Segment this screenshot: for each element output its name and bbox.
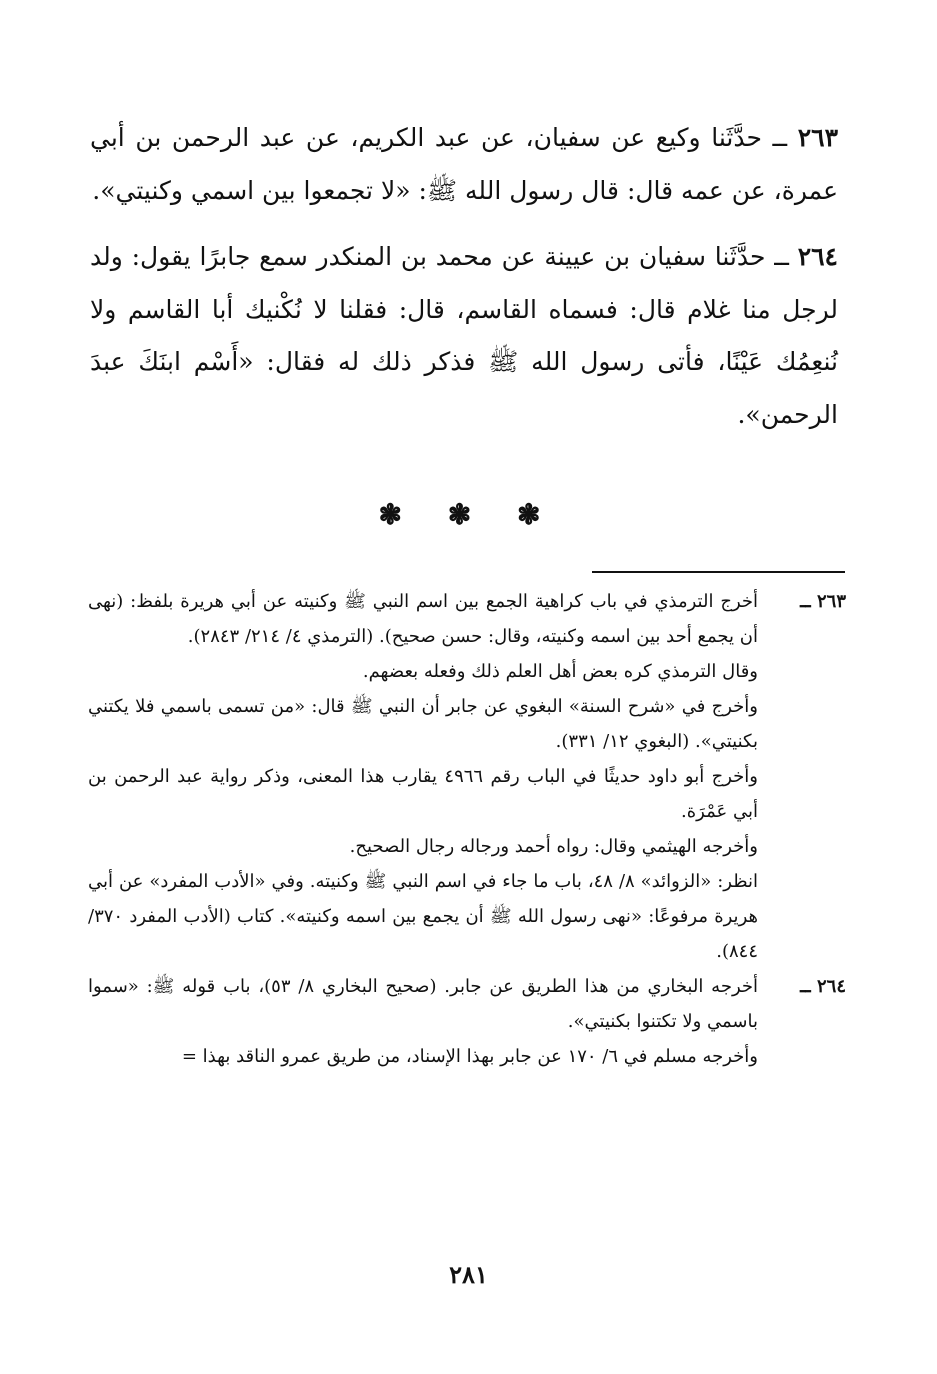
footnotes [88, 584, 846, 1074]
dash: ــ [765, 242, 798, 271]
hadith-264 [90, 231, 838, 441]
footnote-line: أخرجه البخاري من هذا الطريق عن جابر. (صحيح البخاري ٨/ ٥٣)، باب قوله ﷺ: «سموا باسمي ولا تكتنوا بكنيتي». [88, 976, 758, 1032]
footnote-line: وقال الترمذي كره بعض أهل العلم ذلك وفعله بعضهم. [362, 661, 758, 682]
footnote-263 [88, 584, 846, 969]
hadith-text: حدَّثَنا سفيان بن عيينة عن محمد بن المنكدر سمع جابرًا يقول: ولد لرجل منا غلام قال: فسماه القاسم، قال: فقلنا لا نُكْنيك أبا القاسم ولا نُنعِمُك عَيْنًا، فأتى رسول الله ﷺ فذكر ذلك له فقال: «أَسْم ابنَكَ عبدَ الرحمن». [90, 242, 838, 429]
footnote-line: وأخرج في «شرح السنة» البغوي عن جابر أن النبي ﷺ قال: «من تسمى باسمي فلا يكتني بكنيتي». (البغوي ١٢/ ٣٣١). [88, 696, 758, 752]
section-separator: ❃ ❃ ❃ [378, 498, 559, 531]
hadith-263 [90, 112, 838, 217]
footnote-line: انظر: «الزوائد» ٨/ ٤٨، باب ما جاء في اسم النبي ﷺ وكنيته. وفي «الأدب المفرد» عن أبي هريرة مرفوعًا: «نهى رسول الله ﷺ أن يجمع بين اسمه وكنيته». كتاب (الأدب المفرد ٣٧٠/ ٨٤٤). [88, 871, 758, 962]
footnote-line: وأخرجه مسلم في ٦/ ١٧٠ عن جابر بهذا الإسناد، من طريق عمرو الناقد بهذا = [181, 1046, 758, 1067]
page-number: ٢٨١ [449, 1260, 488, 1289]
hadith-text: حدَّثَنا وكيع عن سفيان، عن عبد الكريم، عن عبد الرحمن بن أبي عمرة، عن عمه قال: قال رسول الله ﷺ: «لا تجمعوا بين اسمي وكنيتي». [90, 123, 838, 205]
footnote-line: وأخرج أبو داود حديثًا في الباب رقم ٤٩٦٦ يقارب هذا المعنى، وذكر رواية عبد الرحمن بن أبي عَمْرَة. [88, 766, 758, 822]
hadith-number: ٢٦٤ [797, 242, 838, 271]
hadith-number: ٢٦٣ [797, 123, 839, 152]
footnote-line: وأخرجه الهيثمي وقال: رواه أحمد ورجاله رجال الصحيح. [349, 836, 758, 857]
dash: ــ [761, 123, 798, 152]
footnote-264 [88, 969, 846, 1074]
footnote-number: ٢٦٣ ــ [800, 591, 846, 612]
footnote-rule [592, 571, 845, 573]
footnote-number: ٢٦٤ ــ [800, 976, 846, 997]
main-text [90, 112, 838, 455]
footnote-line: أخرج الترمذي في باب كراهية الجمع بين اسم النبي ﷺ وكنيته عن أبي هريرة بلفظ: (نهى أن يجمع أحد بين اسمه وكنيته، وقال: حسن صحيح). (الترمذي ٤/ ٢١٤/ ٢٨٤٣). [88, 591, 758, 647]
